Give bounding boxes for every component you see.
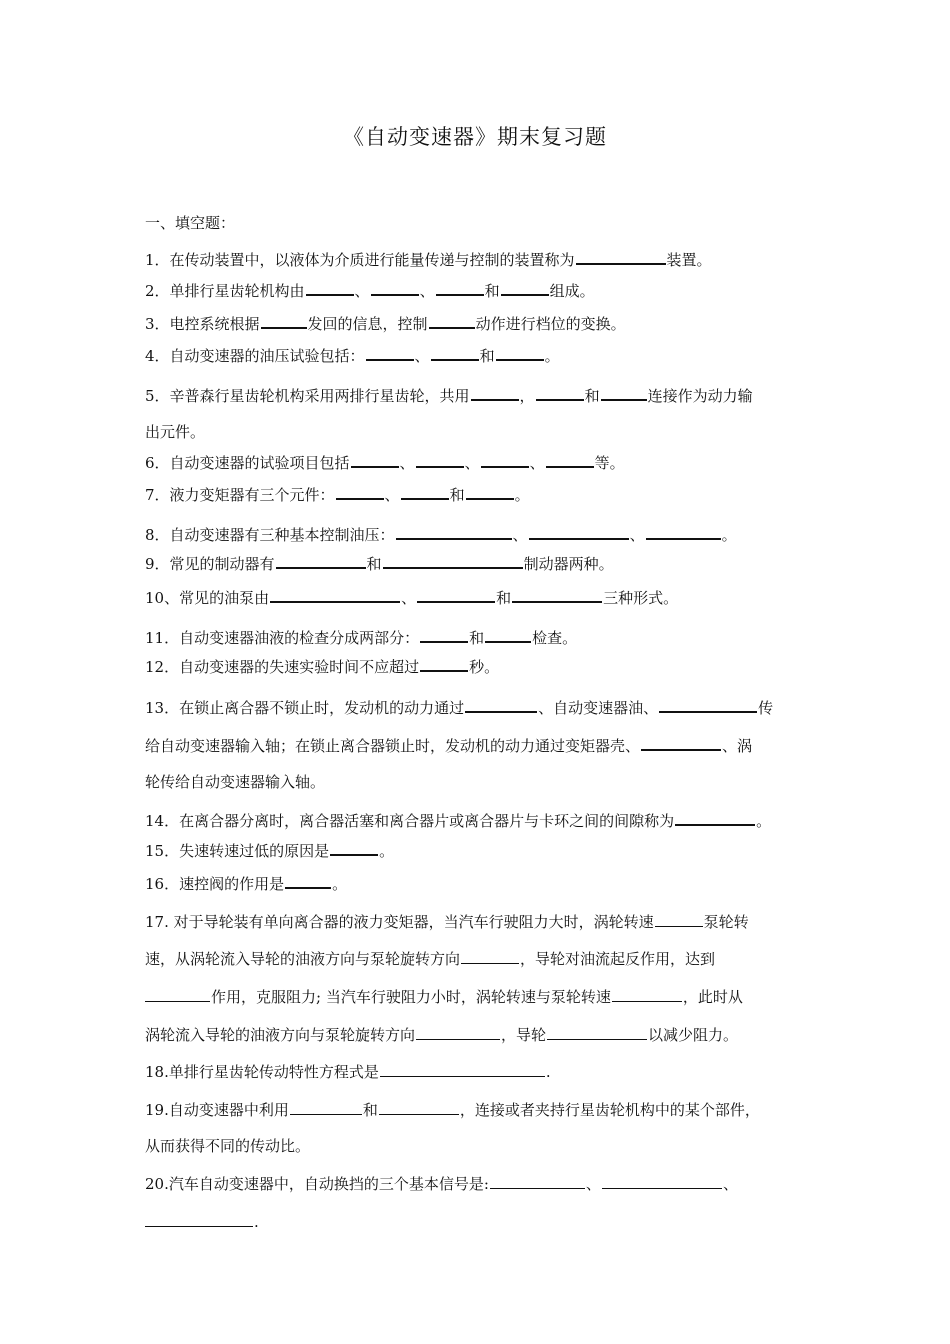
answer-blank — [330, 840, 378, 856]
question-13-cont2: 轮传给自动变速器输入轴。 — [145, 773, 326, 791]
answer-blank — [466, 484, 514, 500]
answer-blank — [465, 697, 537, 713]
page-title: 《自动变速器》期末复习题 — [343, 125, 607, 149]
answer-blank — [641, 735, 721, 751]
question-12: 12．自动变速器的失速实验时间不应超过 秒。 — [145, 658, 500, 676]
question-6: 6．自动变速器的试验项目包括 、 、 、 等。 — [145, 454, 625, 472]
question-2: 2．单排行星齿轮机构由 、 、 和 组成。 — [145, 282, 595, 300]
answer-blank — [655, 912, 703, 927]
question-4: 4．自动变速器的油压试验包括： 、 和 。 — [145, 347, 560, 365]
answer-blank — [481, 452, 529, 468]
answer-blank — [383, 553, 523, 569]
answer-blank — [675, 810, 755, 826]
answer-blank — [512, 587, 602, 603]
answer-blank — [379, 1100, 459, 1115]
question-3: 3．电控系统根据 发回的信息，控制 动作进行档位的变换。 — [145, 315, 626, 333]
question-16: 16．速控阀的作用是 。 — [145, 875, 348, 893]
answer-blank — [261, 313, 307, 329]
answer-blank — [396, 524, 512, 540]
answer-blank — [490, 1174, 585, 1189]
answer-blank — [646, 524, 721, 540]
answer-blank — [461, 949, 519, 964]
answer-blank — [501, 280, 549, 296]
answer-blank — [366, 345, 414, 361]
answer-blank — [576, 249, 666, 265]
answer-blank — [601, 385, 647, 401]
question-20-cont: . — [145, 1212, 810, 1232]
question-10: 10、常见的油泵由 、 和 三种形式。 — [145, 589, 679, 607]
question-5: 5．辛普森行星齿轮机构采用两排行星齿轮，共用 ， 和 连接作为动力输 — [145, 387, 753, 405]
answer-blank — [496, 345, 544, 361]
question-17-cont2: 作用，克服阻力; 当汽车行驶阻力小时，涡轮转速与泵轮转速 ，此时从 — [145, 987, 810, 1007]
answer-blank — [529, 524, 629, 540]
answer-blank — [431, 345, 479, 361]
answer-blank — [270, 587, 400, 603]
answer-blank — [429, 313, 475, 329]
question-17: 17. 对于导轮装有单向离合器的液力变矩器，当汽车行驶阻力大时，涡轮转速 泵轮转 — [145, 913, 749, 931]
answer-blank — [420, 656, 468, 672]
question-17-cont3: 涡轮流入导轮的油液方向与泵轮旋转方向 ，导轮 以减少阻力。 — [145, 1026, 739, 1044]
answer-blank — [276, 553, 366, 569]
question-9: 9．常见的制动器有 和 制动器两种。 — [145, 555, 614, 573]
answer-blank — [417, 587, 495, 603]
answer-blank — [285, 873, 331, 889]
answer-blank — [371, 280, 419, 296]
question-19: 19.自动变速器中利用 和 ，连接或者夹持行星齿轮机构中的某个部件， — [145, 1101, 760, 1119]
answer-blank — [436, 280, 484, 296]
answer-blank — [401, 484, 449, 500]
question-5-cont: 出元件。 — [145, 423, 206, 441]
answer-blank — [351, 452, 399, 468]
section-heading: 一、填空题： — [145, 214, 236, 232]
answer-blank — [290, 1100, 362, 1115]
answer-blank — [416, 1025, 500, 1040]
answer-blank — [420, 627, 468, 643]
answer-blank — [485, 627, 531, 643]
question-14: 14．在离合器分离时，离合器活塞和离合器片或离合器片与卡环之间的间隙称为 。 — [145, 812, 772, 830]
question-19-cont: 从而获得不同的传动比。 — [145, 1137, 311, 1155]
question-1: 1．在传动装置中，以液体为介质进行能量传递与控制的装置称为 装置。 — [145, 251, 712, 269]
question-8: 8．自动变速器有三种基本控制油压： 、 、 。 — [145, 526, 737, 544]
question-20: 20.汽车自动变速器中，自动换挡的三个基本信号是: 、 、 — [145, 1175, 738, 1193]
answer-blank — [380, 1062, 545, 1077]
question-7: 7．液力变矩器有三个元件： 、 和 。 — [145, 486, 530, 504]
question-18: 18.单排行星齿轮传动特性方程式是 . — [145, 1063, 551, 1081]
answer-blank — [306, 280, 354, 296]
answer-blank — [336, 484, 384, 500]
question-13: 13．在锁止离合器不锁止时，发动机的动力通过 、自动变速器油、 传 — [145, 699, 774, 717]
answer-blank — [547, 1025, 647, 1040]
answer-blank — [471, 385, 519, 401]
question-11: 11．自动变速器油液的检查分成两部分： 和 检查。 — [145, 629, 578, 647]
answer-blank — [536, 385, 584, 401]
question-17-cont: 速，从涡轮流入导轮的油液方向与泵轮旋转方向 ，导轮对油流起反作用，达到 — [145, 950, 716, 968]
answer-blank — [612, 987, 682, 1002]
answer-blank — [416, 452, 464, 468]
question-13-cont: 给自动变速器输入轴；在锁止离合器锁止时，发动机的动力通过变矩器壳、 、涡 — [145, 737, 753, 755]
answer-blank — [659, 697, 757, 713]
answer-blank — [546, 452, 594, 468]
question-15: 15．失速转速过低的原因是 。 — [145, 842, 395, 860]
answer-blank — [145, 987, 210, 1002]
answer-blank — [145, 1212, 253, 1227]
answer-blank — [602, 1174, 722, 1189]
